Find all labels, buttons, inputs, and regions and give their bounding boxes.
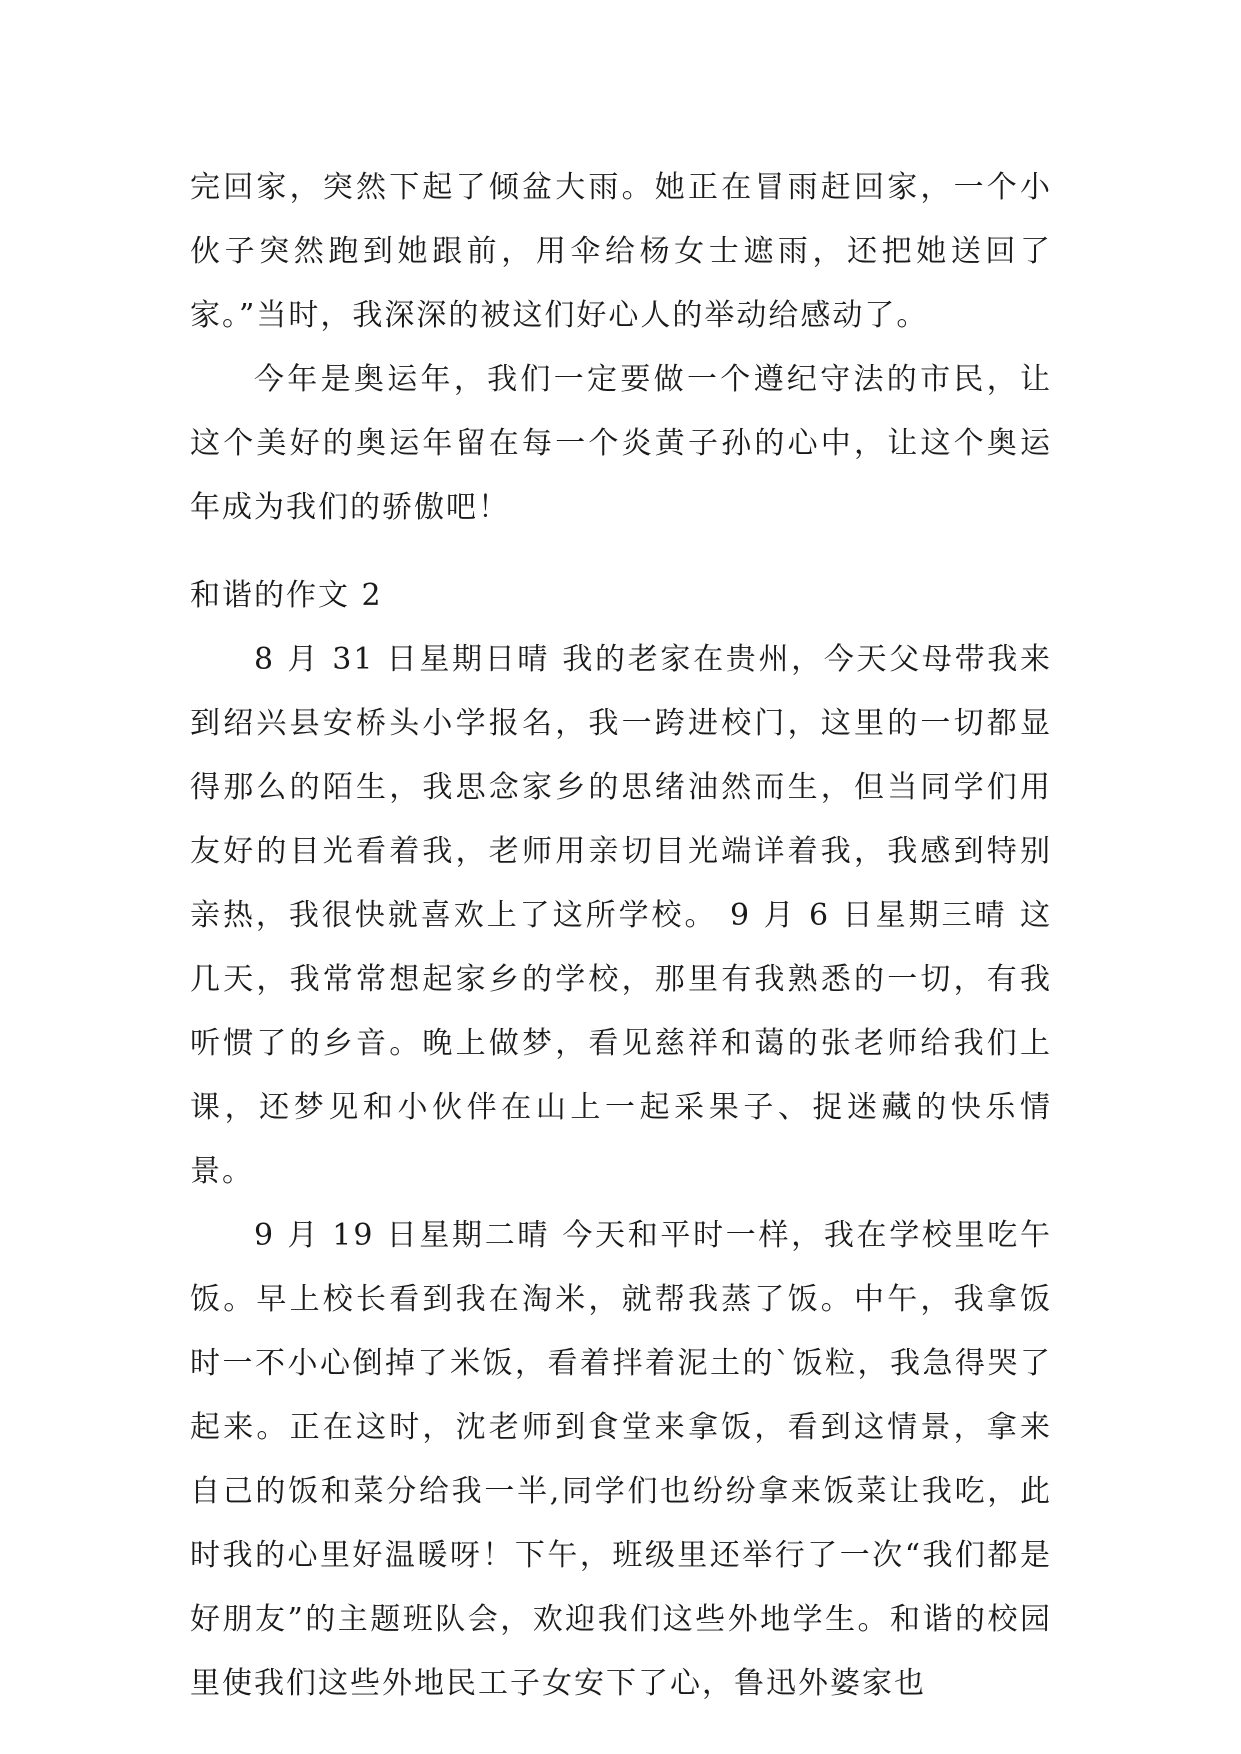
paragraph-diary-august: 8 月 31 日星期日晴 我的老家在贵州，今天父母带我来到绍兴县安桥头小学报名，我一跨进校门，这里的一切都显得那么的陌生，我思念家乡的思绪油然而生，但当同学们用友好的目光看着我，老师用亲切目光端详着我，我感到特别亲热，我很快就喜欢上了这所学校。 9 月 6 日星期三晴 这几天，我常常想起家乡的学校，那里有我熟悉的一切，有我听惯了的乡音。晚上做梦，看见慈祥和蔼的张老师给我们上课，还梦见和小伙伴在山上一起采果子、捉迷藏的快乐情景。 — [190, 642, 1052, 1189]
paragraph-continuation: 完回家，突然下起了倾盆大雨。她正在冒雨赶回家，一个小伙子突然跑到她跟前，用伞给杨女士遮雨，还把她送回了家。”当时，我深深的被这们好心人的举动给感动了。 — [190, 170, 1052, 333]
text-block-body — [190, 628, 1052, 1716]
paragraph-olympic-year: 今年是奥运年，我们一定要做一个遵纪守法的市民，让这个美好的奥运年留在每一个炎黄子孙的心中，让这个奥运年成为我们的骄傲吧！ — [190, 362, 1052, 525]
paragraph-diary-september: 9 月 19 日星期二晴 今天和平时一样，我在学校里吃午饭。早上校长看到我在淘米，就帮我蒸了饭。中午，我拿饭时一不小心倒掉了米饭，看着拌着泥土的`饭粒，我急得哭了起来。正在这时，沈老师到食堂来拿饭，看到这情景，拿来自己的饭和菜分给我一半,同学们也纷纷拿来饭菜让我吃，此时我的心里好温暖呀！下午，班级里还举行了一次“我们都是好朋友”的主题班队会，欢迎我们这些外地学生。和谐的校园里使我们这些外地民工子女安下了心，鲁迅外婆家也 — [190, 1218, 1052, 1701]
section-title-block — [190, 564, 1052, 628]
text-block-top — [190, 156, 1052, 540]
section-title: 和谐的作文 2 — [190, 578, 383, 613]
